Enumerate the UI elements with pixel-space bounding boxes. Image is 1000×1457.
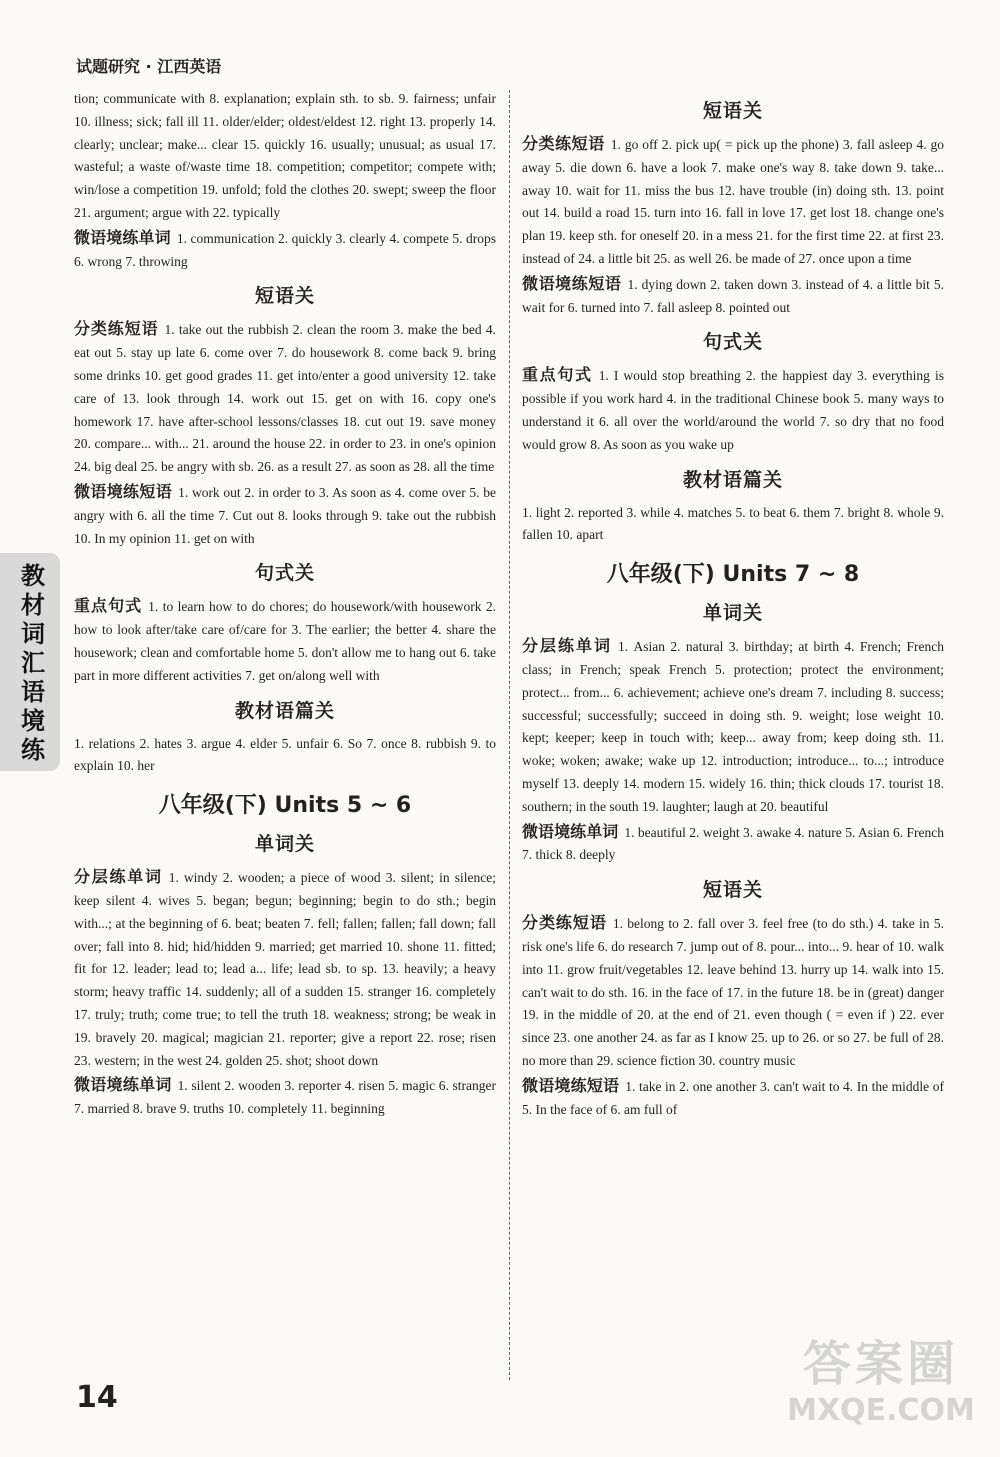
running-header: 试题研究 · 江西英语 (76, 57, 222, 76)
phrase-heading: 短语关 (702, 100, 763, 122)
micro-phrase-section (522, 273, 944, 320)
micro-phrase-label: 微语境练短语 (74, 481, 173, 501)
right-column (522, 88, 944, 1123)
sentence-heading: 句式关 (254, 562, 315, 585)
passage-answers: 1. relations 2. hates 3. argue 4. elder 5. unfair 6. So 7. once 8. rubbish 9. to explain 10. her (74, 735, 496, 774)
word-section (522, 635, 944, 818)
sentence-heading: 句式关 (702, 331, 763, 354)
passage-heading: 教材语篇关 (682, 468, 783, 491)
grade-title-units-5-6: 八年级(下) Units 5 ~ 6 (158, 793, 412, 819)
phrase-label: 分类练短语 (74, 319, 159, 339)
page-number: 14 (76, 1380, 118, 1415)
micro-words-section (522, 821, 944, 868)
phrase-section (74, 318, 496, 479)
column-divider (509, 90, 510, 1380)
micro-words-answers: 1. beautiful 2. weight 3. awake 4. nature 5. Asian 6. French 7. thick 8. deeply (522, 824, 944, 863)
word-section (74, 866, 496, 1072)
word-answers: 1. Asian 2. natural 3. birthday; at birth 4. French; French class; in French; speak French 5. protection; protect the environment; protect... from... 6. achievement; achieve one's dream 7. including 8. success; successful; successfully; succeed in doing sth. 9. weight; lose weight 10. kept; keeper; keep in touch with; keep... away from; keep doing sth. 11. woke; woken; awake; wake up 12. introduction; introduce... to...; introduce myself 13. deeply 14. modern 15. widely 16. thin; thick clouds 17. tourist 18. southern; in the south 19. laughter; laugh at 20. beautiful (522, 639, 944, 814)
grade-title-units-7-8: 八年级(下) Units 7 ~ 8 (606, 562, 860, 588)
passage-heading: 教材语篇关 (234, 699, 335, 722)
micro-words-answers: 1. communication 2. quickly 3. clearly 4. compete 5. drops 6. wrong 7. throwing (74, 230, 496, 269)
micro-words-label: 微语境练单词 (522, 821, 619, 841)
word-heading: 单词关 (254, 833, 315, 856)
sentence-label: 重点句式 (522, 365, 593, 385)
micro-phrase-section (74, 481, 496, 550)
micro-phrase-answers: 1. dying down 2. taken down 3. instead of 4. a little bit 5. wait for 6. turned into 7. fall asleep 8. pointed out (522, 276, 944, 315)
word-label: 分层练单词 (74, 867, 163, 887)
micro-words2-section (74, 1074, 496, 1121)
sentence-section (522, 364, 944, 456)
sentence-section (74, 595, 496, 687)
phrase-label: 分类练短语 (522, 134, 605, 153)
micro-words2-answers: 1. silent 2. wooden 3. reporter 4. risen 5. magic 6. stranger 7. married 8. brave 9. truths 10. completely 11. beginning (74, 1078, 496, 1117)
micro-phrase2-answers: 1. take in 2. one another 3. can't wait to 4. In the middle of 5. In the face of 6. am full of (522, 1078, 944, 1117)
word-heading: 单词关 (702, 602, 763, 625)
phrase2-heading: 短语关 (702, 879, 763, 902)
micro-words2-label: 微语境练单词 (74, 1075, 172, 1095)
phrase2-label: 分类练短语 (522, 913, 607, 933)
phrase2-answers: 1. belong to 2. fall over 3. feel free (to do sth.) 4. take in 5. risk one's life 6. do research 7. jump out of 8. pour... into... 9. hear of 10. walk into 11. grow fruit/vegetables 12. leave behind 13. hurry up 14. walk into 15. can't wait to do sth. 16. in the face of 17. in the future 18. be in (great) danger 19. in the middle of 20. at the end of 21. even though ( = even if ) 22. ever since 23. one another 24. as far as I know 25. up to 26. or so 27. be full of 28. no more than 29. science fiction 30. country music (522, 916, 944, 1068)
phrase-heading: 短语关 (254, 285, 315, 308)
word-answers-continued: tion; communicate with 8. explanation; explain sth. to sb. 9. fairness; unfair 10. illness; sick; fall ill 11. older/elder; oldest/eldest 12. right 13. properly 14. clearly; unclear; make... clear 15. quickly 16. usually; unusual; as usual 17. wasteful; a waste of/waste time 18. competition; competitor; compete with; win/lose a competition 19. unfold; fold the clothes 20. swept; sweep the floor 21. argument; argue with 22. typically (74, 91, 496, 220)
micro-phrase-label: 微语境练短语 (522, 273, 622, 293)
micro-words-section (74, 227, 496, 274)
phrase2-section (522, 912, 944, 1073)
phrase-section (522, 133, 944, 271)
left-column (74, 88, 496, 1123)
sentence-label: 重点句式 (74, 596, 143, 616)
side-tab-label: 教材词汇语境练 (21, 562, 45, 764)
micro-words-label: 微语境练单词 (74, 227, 171, 247)
phrase-answers: 1. take out the rubbish 2. clean the room 3. make the bed 4. eat out 5. stay up late 6. come over 7. do housework 8. come back 9. bring some drinks 10. get good grades 11. get into/enter a good university 12. take care of 13. look through 14. work out 15. get on with 16. copy one's homework 17. have after-school lessons/classes 18. cut out 19. save money 20. compare... with... 21. around the house 22. in order to 23. in one's opinion 24. big deal 25. be angry with sb. 26. as a result 27. as soon as 28. all the time (74, 322, 496, 475)
passage-answers: 1. light 2. reported 3. while 4. matches 5. to beat 6. them 7. bright 8. whole 9. fallen 10. apart (522, 504, 944, 543)
watermark-cn: 答案圈 (802, 1336, 959, 1392)
watermark-logo (776, 1335, 986, 1445)
phrase-answers: 1. go off 2. pick up( = pick up the phone) 3. fall asleep 4. go away 5. die down 6. have a look 7. make one's way 8. take down 9. take... away 10. wait for 11. miss the bus 12. have trouble (in) doing sth. 13. point out 14. build a road 15. turn into 16. fall in love 17. get lost 18. change one's plan 19. keep sth. for oneself 20. in a mess 21. for the first time 22. at first 23. instead of 24. a little bit 25. as well 26. be made of 27. once upon a time (522, 137, 944, 266)
word-answers: 1. windy 2. wooden; a piece of wood 3. silent; in silence; keep silent 4. wives 5. began; begun; beginning; begin to do sth.; begin with...; at the beginning of 6. beat; beaten 7. fell; fallen; fallen; fall down; fall over; fall into 8. hid; hid/hidden 9. married; get married 10. shone 11. fitted; fit for 12. leader; lead to; lead a... life; lead sb. to sp. 13. heavily; a heavy storm; heavy traffic 14. suddenly; all of a sudden 15. stranger 16. completely 17. truly; truth; come true; to tell the truth 18. weakness; strong; be weak in 19. bravely 20. magical; magician 21. reporter; give a report 22. rose; risen 23. western; in the west 24. golden 25. shot; shoot down (74, 870, 496, 1068)
micro-phrase-answers: 1. work out 2. in order to 3. As soon as 4. come over 5. be angry with 6. all the time 7. Cut out 8. looks through 9. take out the rubbish 10. In my opinion 11. get on with (74, 484, 496, 546)
word-label: 分层练单词 (522, 636, 613, 656)
micro-phrase2-label: 微语境练短语 (522, 1075, 620, 1095)
sentence-answers: 1. to learn how to do chores; do housework/with housework 2. how to look after/take care of/care for 3. The earlier; the better 4. share the housework; clean and comfortable home 5. don't allow me to hang out 6. take part in more different activities 7. get on/along well with (74, 599, 496, 683)
watermark-en: MXQE.COM (787, 1393, 975, 1428)
sentence-answers: 1. I would stop breathing 2. the happiest day 3. everything is possible if you work hard 4. in the traditional Chinese book 5. many ways to understand it 6. all over the world/around the world 7. so dry that no food would grow 8. As soon as you wake up (522, 368, 944, 452)
micro-phrase2-section (522, 1075, 944, 1122)
